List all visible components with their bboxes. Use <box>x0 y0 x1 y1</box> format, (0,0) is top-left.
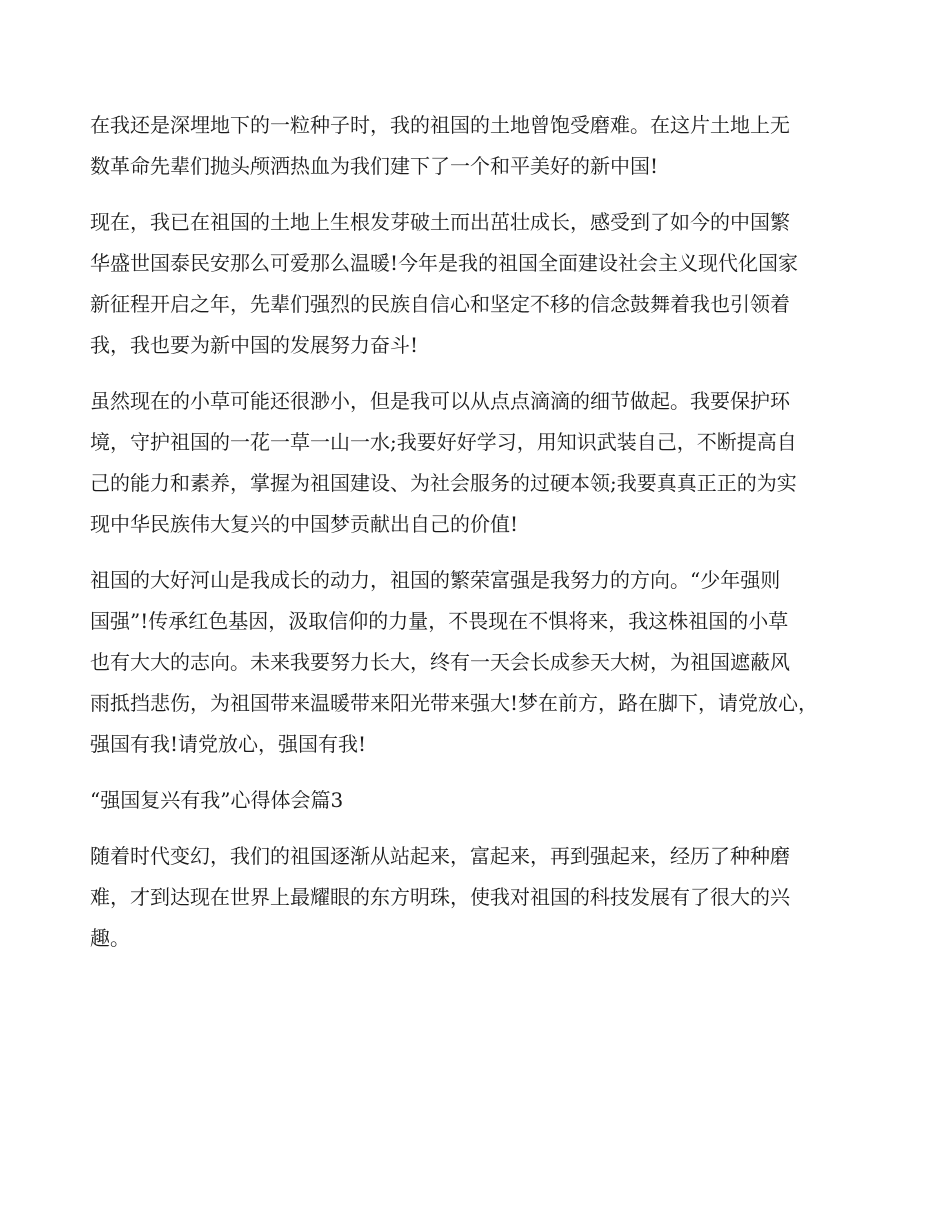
text-line: 现在，我已在祖国的土地上生根发芽破土而出茁壮成长，感受到了如今的中国繁 <box>90 210 790 234</box>
text-line: 现中华民族伟大复兴的中国梦贡献出自己的价值! <box>90 512 519 536</box>
text-line: 虽然现在的小草可能还很渺小，但是我可以从点点滴滴的细节做起。我要保护环 <box>90 389 790 413</box>
text-line: 也有大大的志向。未来我要努力长大，终有一天会长成参天大树，为祖国遮蔽风 <box>90 650 790 674</box>
document-body <box>90 105 880 974</box>
text-line: 强国有我!请党放心，强国有我! <box>90 732 367 756</box>
text-line: 难，才到达现在世界上最耀眼的东方明珠，使我对祖国的科技发展有了很大的兴 <box>90 885 790 909</box>
text-line: 在我还是深埋地下的一粒种子时，我的祖国的土地曾饱受磨难。在这片土地上无 <box>90 113 790 137</box>
section-heading <box>90 780 880 821</box>
paragraph-2 <box>90 202 880 366</box>
text-line: 趣。 <box>90 926 130 950</box>
text-line: 新征程开启之年，先辈们强烈的民族自信心和坚定不移的信念鼓舞着我也引领着 <box>90 292 790 316</box>
text-line: 国强”!传承红色基因，汲取信仰的力量，不畏现在不惧将来，我这株祖国的小草 <box>90 609 789 633</box>
text-line: 雨抵挡悲伤，为祖国带来温暖带来阳光带来强大!梦在前方，路在脚下，请党放心， <box>90 691 819 715</box>
paragraph-3 <box>90 381 880 545</box>
paragraph-4 <box>90 560 880 765</box>
text-line: 我，我也要为新中国的发展努力奋斗! <box>90 333 419 357</box>
paragraph-1 <box>90 105 880 187</box>
text-line: 境，守护祖国的一花一草一山一水;我要好好学习，用知识武装自己，不断提高自 <box>90 430 797 454</box>
heading-text: “强国复兴有我”心得体会篇3 <box>90 788 344 812</box>
text-line: 华盛世国泰民安那么可爱那么温暖!今年是我的祖国全面建设社会主义现代化国家 <box>90 251 799 275</box>
paragraph-5 <box>90 836 880 959</box>
text-line: 随着时代变幻，我们的祖国逐渐从站起来，富起来，再到强起来，经历了种种磨 <box>90 844 790 868</box>
text-line: 己的能力和素养，掌握为祖国建设、为社会服务的过硬本领;我要真真正正的为实 <box>90 471 797 495</box>
text-line: 祖国的大好河山是我成长的动力，祖国的繁荣富强是我努力的方向。“少年强则 <box>90 568 781 592</box>
text-line: 数革命先辈们抛头颅洒热血为我们建下了一个和平美好的新中国! <box>90 154 659 178</box>
